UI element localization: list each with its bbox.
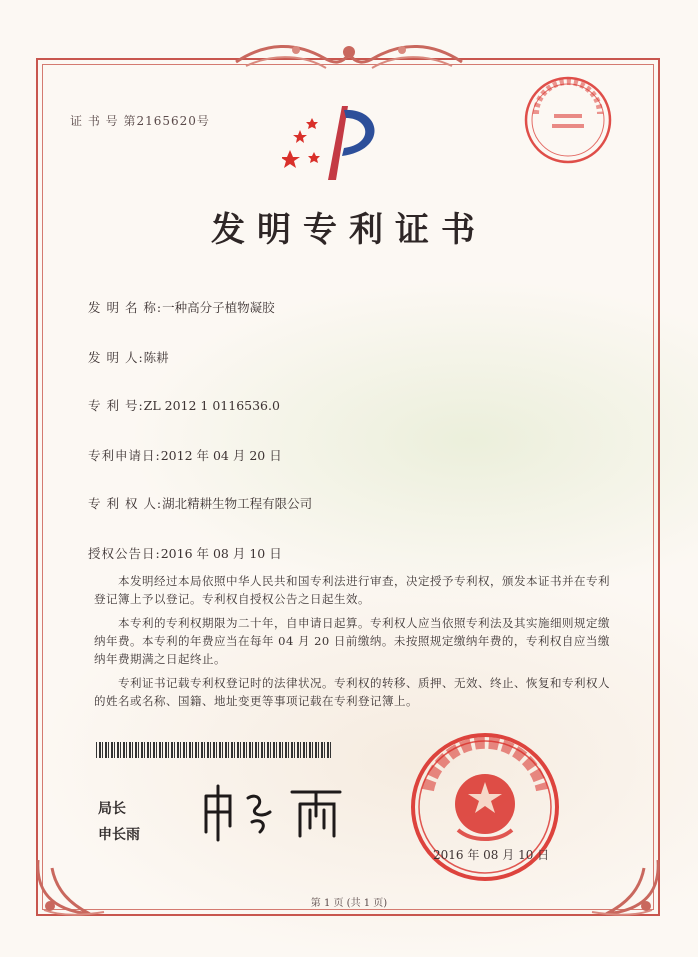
patent-office-logo-icon <box>282 100 392 184</box>
field-label: 专 利 权 人: <box>88 496 163 511</box>
certificate-title: 发明专利证书 <box>211 210 487 250</box>
field-application-date <box>88 446 282 464</box>
certificate-number: 证 书 号 第2165620号 <box>70 114 210 128</box>
body-paragraph: 本发明经过本局依照中华人民共和国专利法进行审查，决定授予专利权，颁发本证书并在专利登记簿上予以登记。专利权自授权公告之日起生效。 <box>94 574 610 606</box>
page-number: 第 1 页 (共 1 页) <box>310 898 388 909</box>
official-name: 申长雨 <box>98 827 140 843</box>
field-value: 一种高分子植物凝胶 <box>162 300 275 315</box>
field-label: 发 明 人: <box>88 350 144 365</box>
field-value: 陈耕 <box>143 350 169 365</box>
official-title: 局长 <box>98 801 126 817</box>
field-label: 发 明 名 称: <box>88 300 163 315</box>
body-paragraph: 本专利的专利权期限为二十年，自申请日起算。专利权人应当依照专利法及其实施细则规定缴纳年费。本专利的年费应当在每年 04 月 20 日前缴纳。未按照规定缴纳年费的，专利权自应当缴纳年费期满之日起终止。 <box>94 616 610 666</box>
body-text <box>94 572 614 716</box>
bottom-left-ornament-icon <box>30 850 110 922</box>
field-value: ZL 2012 1 0116536.0 <box>143 398 280 413</box>
signature-icon <box>200 782 360 842</box>
field-label: 专 利 号: <box>88 398 144 413</box>
field-value: 湖北精耕生物工程有限公司 <box>162 496 313 511</box>
field-label: 授权公告日: <box>88 546 161 561</box>
field-grant-date <box>88 544 282 562</box>
body-paragraph: 专利证书记载专利权登记时的法律状况。专利权的转移、质押、无效、终止、恢复和专利权人的姓名或名称、国籍、地址变更等事项记载在专利登记簿上。 <box>94 676 610 708</box>
barcode <box>96 742 332 758</box>
field-inventor <box>88 348 169 366</box>
field-value: 2016 年 08 月 10 日 <box>160 546 282 561</box>
small-seal-icon <box>522 74 614 166</box>
field-value: 2012 年 04 月 20 日 <box>160 448 282 463</box>
field-label: 专利申请日: <box>88 448 161 463</box>
field-invention-name <box>88 298 275 316</box>
bottom-right-ornament-icon <box>586 850 666 922</box>
top-ornament-icon <box>226 38 472 78</box>
field-patent-number <box>88 396 280 414</box>
seal-date: 2016 年 08 月 10 日 <box>433 848 550 862</box>
field-patentee <box>88 494 312 512</box>
